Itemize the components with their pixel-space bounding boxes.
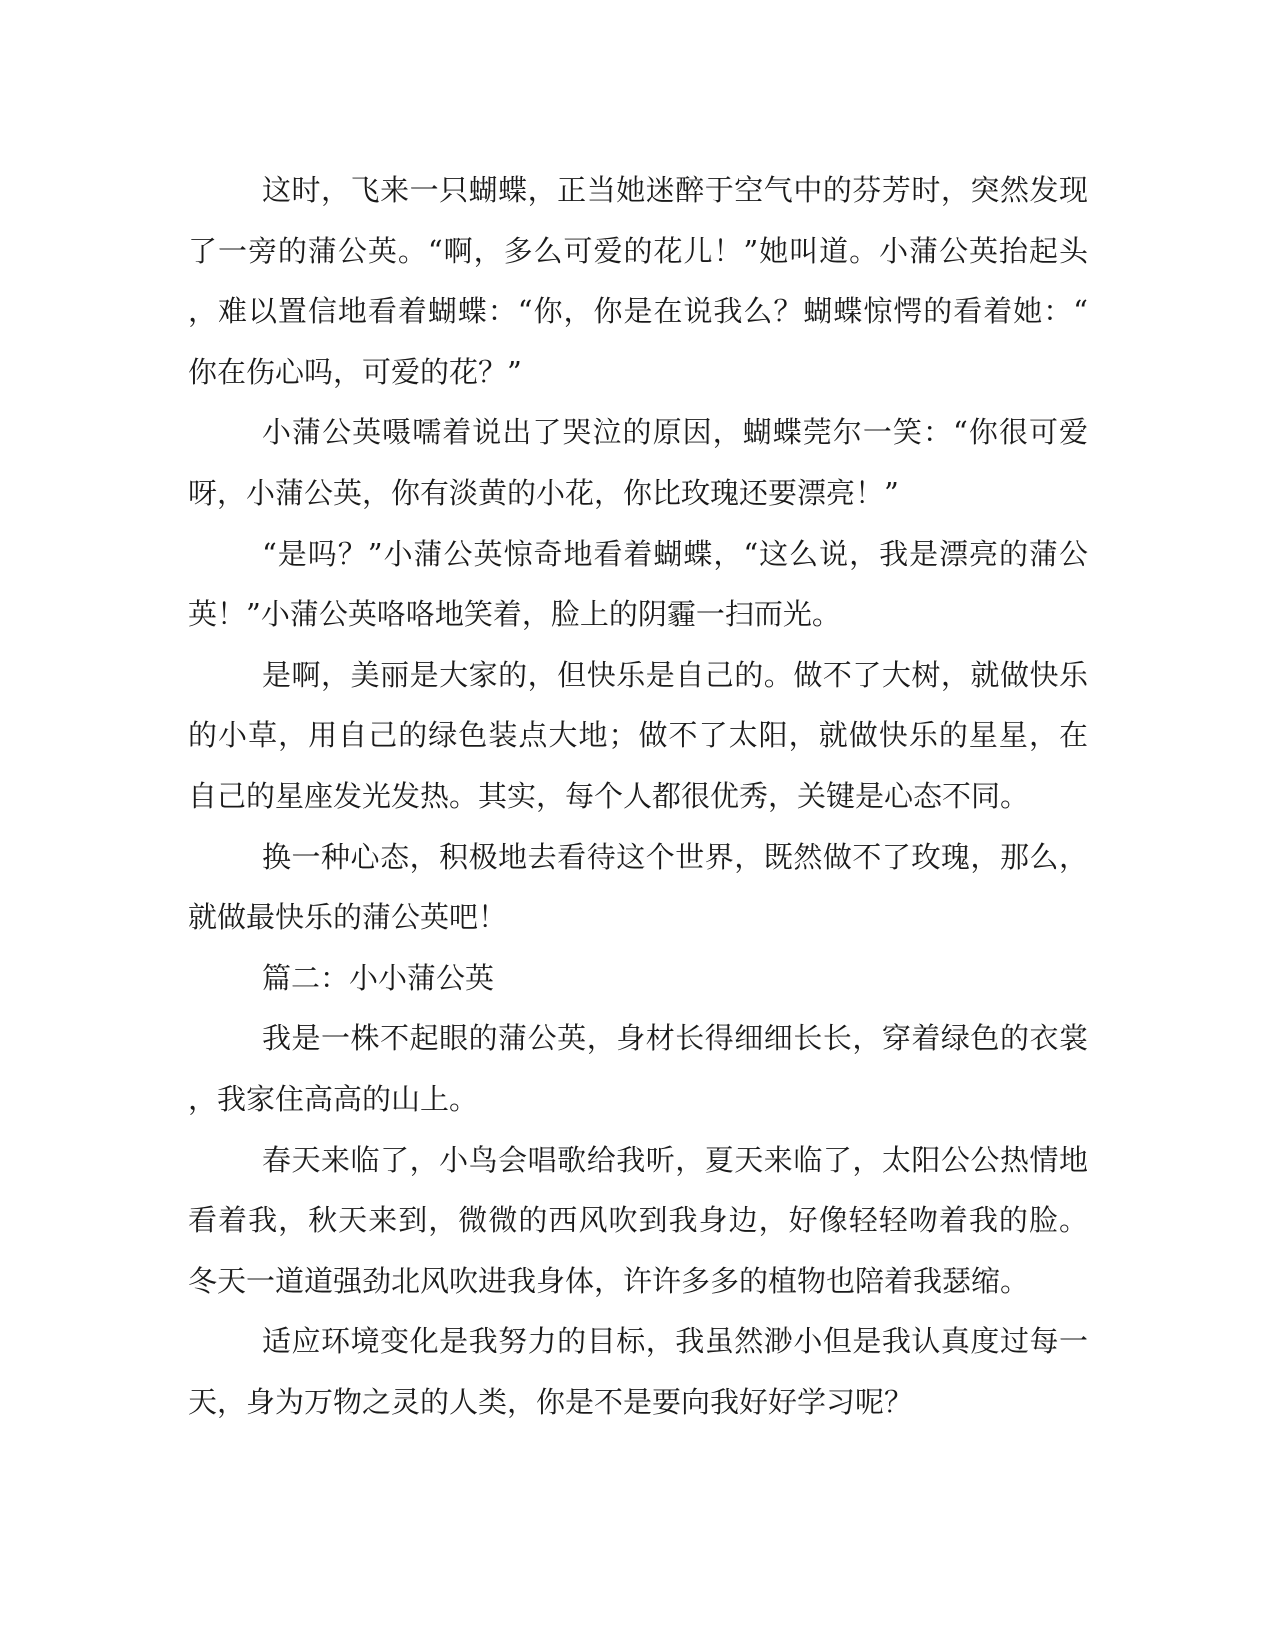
text-line: 换一种心态，积极地去看待这个世界，既然做不了玫瑰，那么， (262, 839, 1088, 874)
text-line: “是吗？”小蒲公英惊奇地看着蝴蝶，“这么说，我是漂亮的蒲公 (262, 536, 1088, 571)
text-line: 这时，飞来一只蝴蝶，正当她迷醉于空气中的芬芳时，突然发现 (262, 173, 1088, 207)
text-line: 呀，小蒲公英，你有淡黄的小花，你比玫瑰还要漂亮！” (188, 475, 899, 510)
text-line: 是啊，美丽是大家的，但快乐是自己的。做不了大树，就做快乐 (262, 657, 1088, 692)
text-line: 自己的星座发光发热。其实，每个人都很优秀，关键是心态不同。 (188, 778, 1030, 813)
text-line: 了一旁的蒲公英。“啊，多么可爱的花儿！”她叫道。小蒲公英抬起头 (188, 233, 1088, 268)
document-body (188, 160, 1088, 1432)
text-line: 的小草，用自己的绿色装点大地；做不了太阳，就做快乐的星星，在 (188, 718, 1088, 753)
text-line: 适应环境变化是我努力的目标，我虽然渺小但是我认真度过每一 (262, 1324, 1088, 1359)
text-line: 看着我，秋天来到，微微的西风吹到我身边，好像轻轻吻着我的脸。 (188, 1203, 1088, 1238)
text-line: ，难以置信地看着蝴蝶：“你，你是在说我么？蝴蝶惊愕的看着她：“ (188, 294, 1088, 329)
text-line: 天，身为万物之灵的人类，你是不是要向我好好学习呢？ (188, 1384, 914, 1419)
text-line: 就做最快乐的蒲公英吧！ (188, 900, 508, 935)
section-heading: 篇二：小小蒲公英 (262, 960, 495, 995)
text-line: 冬天一道道强劲北风吹进我身体，许许多多的植物也陪着我瑟缩。 (188, 1263, 1030, 1298)
text-line: 小蒲公英嗫嚅着说出了哭泣的原因，蝴蝶莞尔一笑：“你很可爱 (262, 415, 1088, 450)
text-line: ，我家住高高的山上。 (188, 1081, 479, 1116)
text-line: 你在伤心吗，可爱的花？” (188, 354, 522, 389)
text-line: 我是一株不起眼的蒲公英，身材长得细细长长，穿着绿色的衣裳 (262, 1021, 1088, 1056)
text-line: 英！”小蒲公英咯咯地笑着，脸上的阴霾一扫而光。 (188, 597, 841, 632)
text-line: 春天来临了，小鸟会唱歌给我听，夏天来临了，太阳公公热情地 (262, 1142, 1088, 1177)
